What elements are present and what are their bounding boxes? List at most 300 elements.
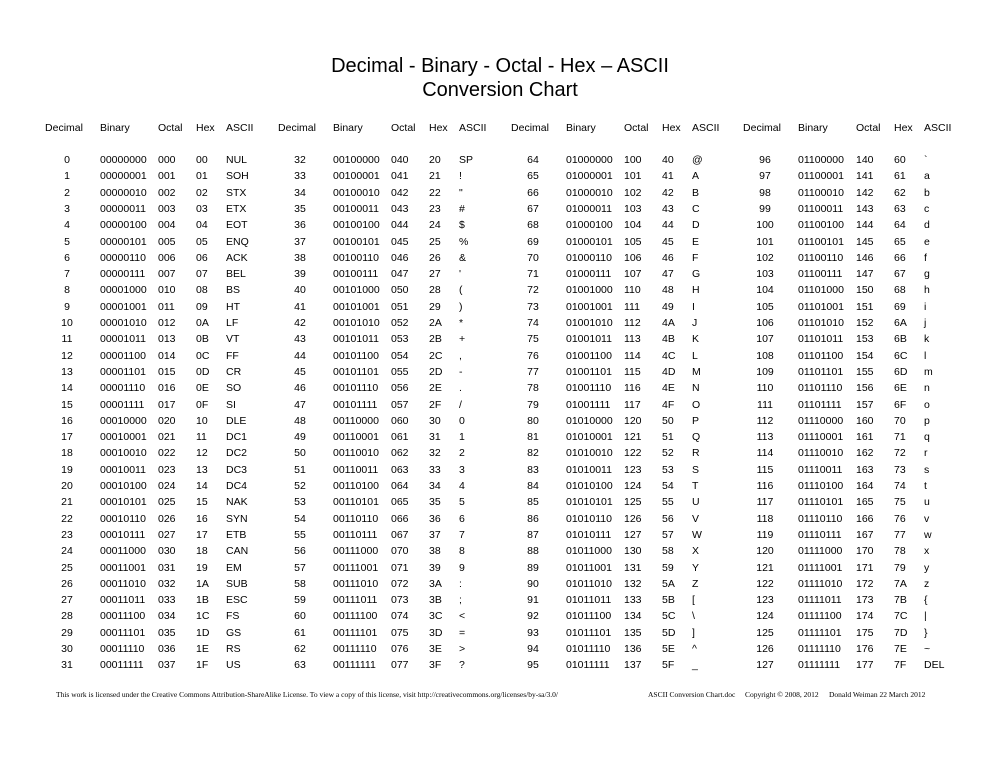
ascii-cell: DLE xyxy=(226,414,247,427)
decimal-cell: 25 xyxy=(61,561,73,574)
ascii-cell: I xyxy=(692,300,695,313)
octal-cell: 012 xyxy=(158,317,176,329)
binary-cell: 01011111 xyxy=(566,659,610,672)
octal-cell: 177 xyxy=(856,659,874,672)
ascii-cell: HT xyxy=(226,300,240,313)
binary-cell: 01110001 xyxy=(798,431,844,444)
hex-cell: 7A xyxy=(894,577,907,590)
hex-cell: 34 xyxy=(429,480,441,492)
binary-cell: 01011000 xyxy=(566,545,612,558)
binary-cell: 00000010 xyxy=(100,186,147,199)
octal-cell: 174 xyxy=(856,610,874,623)
binary-cell: 01111111 xyxy=(798,659,841,672)
decimal-cell: 33 xyxy=(294,170,306,183)
binary-cell: 00011100 xyxy=(100,610,146,623)
binary-cell: 00100100 xyxy=(333,219,380,232)
ascii-cell: , xyxy=(459,349,462,362)
binary-cell: 01001100 xyxy=(566,349,612,362)
title-line-1: Decimal - Binary - Octal - Hex – ASCII xyxy=(331,55,669,77)
decimal-cell: 3 xyxy=(64,202,70,215)
ascii-cell: P xyxy=(692,414,700,427)
octal-cell: 071 xyxy=(391,561,409,574)
octal-cell: 147 xyxy=(856,268,874,281)
decimal-cell: 71 xyxy=(527,268,539,281)
decimal-cell: 42 xyxy=(294,317,306,329)
hex-cell: 59 xyxy=(662,561,674,574)
hex-cell: 07 xyxy=(196,268,208,281)
hex-cell: 58 xyxy=(662,545,674,558)
header-hex: Hex xyxy=(894,122,913,134)
ascii-cell: y xyxy=(924,561,930,574)
binary-cell: 01001011 xyxy=(566,333,612,346)
decimal-cell: 26 xyxy=(61,577,73,590)
octal-cell: 057 xyxy=(391,398,409,411)
octal-cell: 041 xyxy=(391,170,409,183)
hex-cell: 41 xyxy=(662,170,674,183)
ascii-cell: W xyxy=(692,528,702,541)
binary-cell: 01000100 xyxy=(566,219,613,232)
decimal-cell: 81 xyxy=(527,431,539,444)
octal-cell: 124 xyxy=(624,480,642,492)
octal-cell: 150 xyxy=(856,284,874,297)
ascii-cell: 6 xyxy=(459,512,465,525)
hex-cell: 2D xyxy=(429,365,443,378)
ascii-cell: n xyxy=(924,382,930,395)
header-ascii: ASCII xyxy=(924,122,952,134)
binary-cell: 00001011 xyxy=(100,333,146,346)
binary-cell: 00110011 xyxy=(333,463,379,476)
hex-cell: 2F xyxy=(429,398,442,411)
octal-cell: 116 xyxy=(624,382,641,395)
ascii-cell: E xyxy=(692,235,700,248)
octal-cell: 045 xyxy=(391,235,409,248)
hex-cell: 13 xyxy=(196,463,208,476)
octal-cell: 127 xyxy=(624,528,642,541)
hex-cell: 79 xyxy=(894,561,906,574)
binary-cell: 00101000 xyxy=(333,284,380,297)
table-row xyxy=(0,331,1000,347)
binary-cell: 00010101 xyxy=(100,496,147,509)
title-line-2: Conversion Chart xyxy=(422,79,578,101)
octal-cell: 100 xyxy=(624,154,642,166)
ascii-cell: % xyxy=(459,235,469,248)
binary-cell: 00101111 xyxy=(333,398,378,411)
decimal-cell: 51 xyxy=(294,463,306,476)
binary-cell: 00100110 xyxy=(333,251,379,264)
hex-cell: 7F xyxy=(894,659,907,672)
binary-cell: 00001100 xyxy=(100,349,146,362)
decimal-cell: 97 xyxy=(759,170,771,183)
hex-cell: 2B xyxy=(429,333,442,346)
hex-cell: 71 xyxy=(894,431,906,444)
ascii-cell: # xyxy=(459,202,465,215)
hex-cell: 2E xyxy=(429,382,442,395)
decimal-cell: 50 xyxy=(294,447,306,460)
ascii-cell: ETB xyxy=(226,528,247,541)
hex-cell: 47 xyxy=(662,268,674,281)
ascii-cell: > xyxy=(459,643,466,655)
ascii-cell: SOH xyxy=(226,170,249,183)
decimal-cell: 4 xyxy=(64,219,70,232)
octal-cell: 073 xyxy=(391,594,409,607)
binary-cell: 00110001 xyxy=(333,431,379,444)
decimal-cell: 123 xyxy=(756,594,774,607)
octal-cell: 133 xyxy=(624,594,642,607)
hex-cell: 1C xyxy=(196,610,210,623)
decimal-cell: 48 xyxy=(294,414,306,427)
binary-cell: 01001110 xyxy=(566,382,612,395)
binary-cell: 00010111 xyxy=(100,528,146,541)
octal-cell: 013 xyxy=(158,333,176,346)
ascii-cell: z xyxy=(924,577,930,590)
decimal-cell: 35 xyxy=(294,202,306,215)
decimal-cell: 120 xyxy=(756,545,774,558)
decimal-cell: 28 xyxy=(61,610,73,623)
hex-cell: 20 xyxy=(429,154,441,166)
ascii-cell: r xyxy=(924,447,928,460)
octal-cell: 033 xyxy=(158,594,176,607)
ascii-cell: c xyxy=(924,202,930,215)
decimal-cell: 82 xyxy=(527,447,539,460)
binary-cell: 00000110 xyxy=(100,251,146,264)
ascii-cell: | xyxy=(924,610,927,623)
binary-cell: 01100011 xyxy=(798,202,844,215)
hex-cell: 64 xyxy=(894,219,906,232)
ascii-cell: GS xyxy=(226,626,242,639)
ascii-cell: DC1 xyxy=(226,431,248,444)
decimal-cell: 64 xyxy=(527,154,539,166)
decimal-cell: 75 xyxy=(527,333,539,346)
decimal-cell: 62 xyxy=(294,643,306,655)
binary-cell: 01011101 xyxy=(566,626,612,639)
table-row xyxy=(0,494,1000,510)
octal-cell: 076 xyxy=(391,643,409,655)
table-row xyxy=(0,478,1000,494)
hex-cell: 75 xyxy=(894,496,906,509)
binary-cell: 01010010 xyxy=(566,447,613,460)
hex-cell: 6E xyxy=(894,382,907,395)
ascii-cell: 2 xyxy=(459,447,465,460)
table-row xyxy=(0,511,1000,527)
table-row xyxy=(0,413,1000,429)
ascii-cell: \ xyxy=(692,610,695,623)
binary-cell: 00000111 xyxy=(100,268,146,281)
hex-cell: 49 xyxy=(662,300,674,313)
ascii-cell: 9 xyxy=(459,561,465,574)
hex-cell: 25 xyxy=(429,235,441,248)
decimal-cell: 104 xyxy=(756,284,774,297)
copyright-text: Copyright © 2008, 2012 xyxy=(745,690,819,699)
ascii-cell: NUL xyxy=(226,154,248,166)
octal-cell: 145 xyxy=(856,235,874,248)
ascii-cell: } xyxy=(924,626,928,639)
ascii-cell: DC3 xyxy=(226,463,248,476)
hex-cell: 04 xyxy=(196,219,208,232)
octal-cell: 170 xyxy=(856,545,874,558)
octal-cell: 024 xyxy=(158,480,176,492)
table-row xyxy=(0,657,1000,673)
binary-cell: 01010011 xyxy=(566,463,612,476)
decimal-cell: 105 xyxy=(756,300,774,313)
ascii-cell: x xyxy=(924,545,930,558)
binary-cell: 01111101 xyxy=(798,626,842,639)
hex-cell: 3F xyxy=(429,659,442,672)
binary-cell: 00000101 xyxy=(100,235,147,248)
octal-cell: 021 xyxy=(158,431,176,444)
hex-cell: 56 xyxy=(662,512,674,525)
hex-cell: 00 xyxy=(196,154,208,166)
hex-cell: 62 xyxy=(894,186,906,199)
ascii-cell: B xyxy=(692,186,700,199)
hex-cell: 70 xyxy=(894,414,906,427)
ascii-cell: = xyxy=(459,626,466,639)
octal-cell: 104 xyxy=(624,219,642,232)
decimal-cell: 7 xyxy=(64,268,70,281)
decimal-cell: 53 xyxy=(294,496,306,509)
ascii-cell: & xyxy=(459,251,467,264)
hex-cell: 51 xyxy=(662,431,674,444)
decimal-cell: 1 xyxy=(64,170,70,183)
decimal-cell: 18 xyxy=(61,447,73,460)
octal-cell: 020 xyxy=(158,414,176,427)
header-binary: Binary xyxy=(100,122,130,134)
header-hex: Hex xyxy=(429,122,448,134)
ascii-cell: J xyxy=(692,317,698,329)
octal-cell: 130 xyxy=(624,545,642,558)
octal-cell: 167 xyxy=(856,528,874,541)
octal-cell: 066 xyxy=(391,512,409,525)
binary-cell: 00011111 xyxy=(100,659,144,672)
decimal-cell: 124 xyxy=(756,610,774,623)
octal-cell: 004 xyxy=(158,219,176,232)
hex-cell: 10 xyxy=(196,414,208,427)
decimal-cell: 108 xyxy=(756,349,774,362)
binary-cell: 01110010 xyxy=(798,447,844,460)
octal-cell: 101 xyxy=(624,170,642,183)
ascii-cell: i xyxy=(924,300,927,313)
octal-cell: 052 xyxy=(391,317,409,329)
ascii-cell: H xyxy=(692,284,700,297)
ascii-cell: SI xyxy=(226,398,236,411)
ascii-cell: ] xyxy=(692,626,695,639)
hex-cell: 0C xyxy=(196,349,210,362)
hex-cell: 44 xyxy=(662,219,674,232)
hex-cell: 68 xyxy=(894,284,906,297)
binary-cell: 01001010 xyxy=(566,317,613,329)
table-row xyxy=(0,266,1000,282)
binary-cell: 01001001 xyxy=(566,300,613,313)
octal-cell: 046 xyxy=(391,251,409,264)
hex-cell: 1F xyxy=(196,659,209,672)
header-octal: Octal xyxy=(856,122,881,134)
hex-cell: 11 xyxy=(196,431,207,444)
decimal-cell: 56 xyxy=(294,545,306,558)
octal-cell: 171 xyxy=(856,561,874,574)
octal-cell: 106 xyxy=(624,251,642,264)
ascii-cell: Z xyxy=(692,577,699,590)
hex-cell: 37 xyxy=(429,528,441,541)
ascii-cell: v xyxy=(924,512,930,525)
binary-cell: 00100011 xyxy=(333,202,379,215)
hex-cell: 40 xyxy=(662,154,674,166)
decimal-cell: 122 xyxy=(756,577,774,590)
octal-cell: 144 xyxy=(856,219,874,232)
header-ascii: ASCII xyxy=(692,122,720,134)
hex-cell: 38 xyxy=(429,545,441,558)
hex-cell: 1E xyxy=(196,643,209,655)
hex-cell: 0E xyxy=(196,382,209,395)
decimal-cell: 119 xyxy=(756,528,774,541)
hex-cell: 52 xyxy=(662,447,674,460)
decimal-cell: 40 xyxy=(294,284,306,297)
binary-cell: 00001110 xyxy=(100,382,146,395)
ascii-cell: BS xyxy=(226,284,241,297)
octal-cell: 132 xyxy=(624,577,642,590)
octal-cell: 010 xyxy=(158,284,176,297)
ascii-cell: g xyxy=(924,268,930,281)
octal-cell: 067 xyxy=(391,528,409,541)
octal-cell: 153 xyxy=(856,333,874,346)
ascii-cell: EOT xyxy=(226,219,248,232)
octal-cell: 074 xyxy=(391,610,409,623)
document-filename: ASCII Conversion Chart.doc xyxy=(648,690,736,699)
binary-cell: 01101111 xyxy=(798,398,842,411)
octal-cell: 007 xyxy=(158,268,176,281)
decimal-cell: 36 xyxy=(294,219,306,232)
header-binary: Binary xyxy=(333,122,363,134)
octal-cell: 036 xyxy=(158,643,176,655)
decimal-cell: 115 xyxy=(756,463,774,476)
decimal-cell: 63 xyxy=(294,659,306,672)
hex-cell: 24 xyxy=(429,219,441,232)
octal-cell: 017 xyxy=(158,398,176,411)
octal-cell: 175 xyxy=(856,626,874,639)
hex-cell: 03 xyxy=(196,202,208,215)
hex-cell: 67 xyxy=(894,268,906,281)
decimal-cell: 93 xyxy=(527,626,539,639)
header-octal: Octal xyxy=(158,122,183,134)
hex-cell: 3A xyxy=(429,577,442,590)
ascii-cell: 1 xyxy=(459,431,465,444)
octal-cell: 165 xyxy=(856,496,874,509)
binary-cell: 00100111 xyxy=(333,268,379,281)
hex-cell: 77 xyxy=(894,528,906,541)
decimal-cell: 118 xyxy=(756,512,774,525)
table-row xyxy=(0,168,1000,184)
hex-cell: 57 xyxy=(662,528,674,541)
hex-cell: 0F xyxy=(196,398,209,411)
octal-cell: 107 xyxy=(624,268,642,281)
decimal-cell: 86 xyxy=(527,512,539,525)
ascii-cell: ^ xyxy=(692,643,697,655)
octal-cell: 040 xyxy=(391,154,409,166)
ascii-cell: ! xyxy=(459,170,462,183)
ascii-cell: p xyxy=(924,414,930,427)
hex-cell: 09 xyxy=(196,300,208,313)
hex-cell: 31 xyxy=(429,431,441,444)
decimal-cell: 16 xyxy=(61,414,73,427)
table-row xyxy=(0,380,1000,396)
ascii-cell: ESC xyxy=(226,594,248,607)
ascii-cell: SP xyxy=(459,154,474,166)
decimal-cell: 98 xyxy=(759,186,771,199)
hex-cell: 23 xyxy=(429,202,441,215)
octal-cell: 016 xyxy=(158,382,176,395)
hex-cell: 61 xyxy=(894,170,906,183)
ascii-cell: SO xyxy=(226,382,242,395)
ascii-cell: l xyxy=(924,349,927,362)
binary-cell: 00011010 xyxy=(100,577,146,590)
binary-cell: 01101011 xyxy=(798,333,844,346)
table-row xyxy=(0,234,1000,250)
ascii-cell: q xyxy=(924,431,930,444)
binary-cell: 00110101 xyxy=(333,496,379,509)
decimal-cell: 127 xyxy=(756,659,774,672)
decimal-cell: 117 xyxy=(756,496,774,509)
octal-cell: 003 xyxy=(158,202,176,215)
binary-cell: 01110000 xyxy=(798,414,844,427)
octal-cell: 062 xyxy=(391,447,409,460)
table-row xyxy=(0,299,1000,315)
decimal-cell: 91 xyxy=(527,594,539,607)
octal-cell: 120 xyxy=(624,414,642,427)
ascii-cell: 3 xyxy=(459,463,465,476)
hex-cell: 39 xyxy=(429,561,441,574)
hex-cell: 42 xyxy=(662,186,674,199)
binary-cell: 00000001 xyxy=(100,170,147,183)
decimal-cell: 67 xyxy=(527,202,539,215)
octal-cell: 126 xyxy=(624,512,642,525)
decimal-cell: 65 xyxy=(527,170,539,183)
decimal-cell: 44 xyxy=(294,349,306,362)
decimal-cell: 38 xyxy=(294,251,306,264)
octal-cell: 030 xyxy=(158,545,176,558)
footer xyxy=(0,688,1000,702)
binary-cell: 01111010 xyxy=(798,577,843,590)
binary-cell: 01000101 xyxy=(566,235,613,248)
hex-cell: 6D xyxy=(894,365,908,378)
binary-cell: 01010110 xyxy=(566,512,612,525)
octal-cell: 060 xyxy=(391,414,409,427)
hex-cell: 27 xyxy=(429,268,441,281)
table-row xyxy=(0,429,1000,445)
binary-cell: 01110011 xyxy=(798,463,843,476)
decimal-cell: 45 xyxy=(294,365,306,378)
binary-cell: 01101100 xyxy=(798,349,844,362)
header-hex: Hex xyxy=(196,122,215,134)
hex-cell: 14 xyxy=(196,480,208,492)
ascii-cell: Y xyxy=(692,561,700,574)
binary-cell: 00110010 xyxy=(333,447,379,460)
binary-cell: 01101010 xyxy=(798,317,844,329)
hex-cell: 78 xyxy=(894,545,906,558)
hex-cell: 0A xyxy=(196,317,209,329)
decimal-cell: 76 xyxy=(527,349,539,362)
hex-cell: 74 xyxy=(894,480,906,492)
binary-cell: 01011011 xyxy=(566,594,612,607)
decimal-cell: 113 xyxy=(756,431,774,444)
octal-cell: 140 xyxy=(856,154,874,166)
table-row xyxy=(0,576,1000,592)
hex-cell: 6B xyxy=(894,333,907,346)
ascii-cell: w xyxy=(924,528,932,541)
decimal-cell: 80 xyxy=(527,414,539,427)
hex-cell: 6C xyxy=(894,349,908,362)
hex-cell: 7B xyxy=(894,594,907,607)
decimal-cell: 112 xyxy=(756,414,774,427)
decimal-cell: 73 xyxy=(527,300,539,313)
table-row xyxy=(0,397,1000,413)
